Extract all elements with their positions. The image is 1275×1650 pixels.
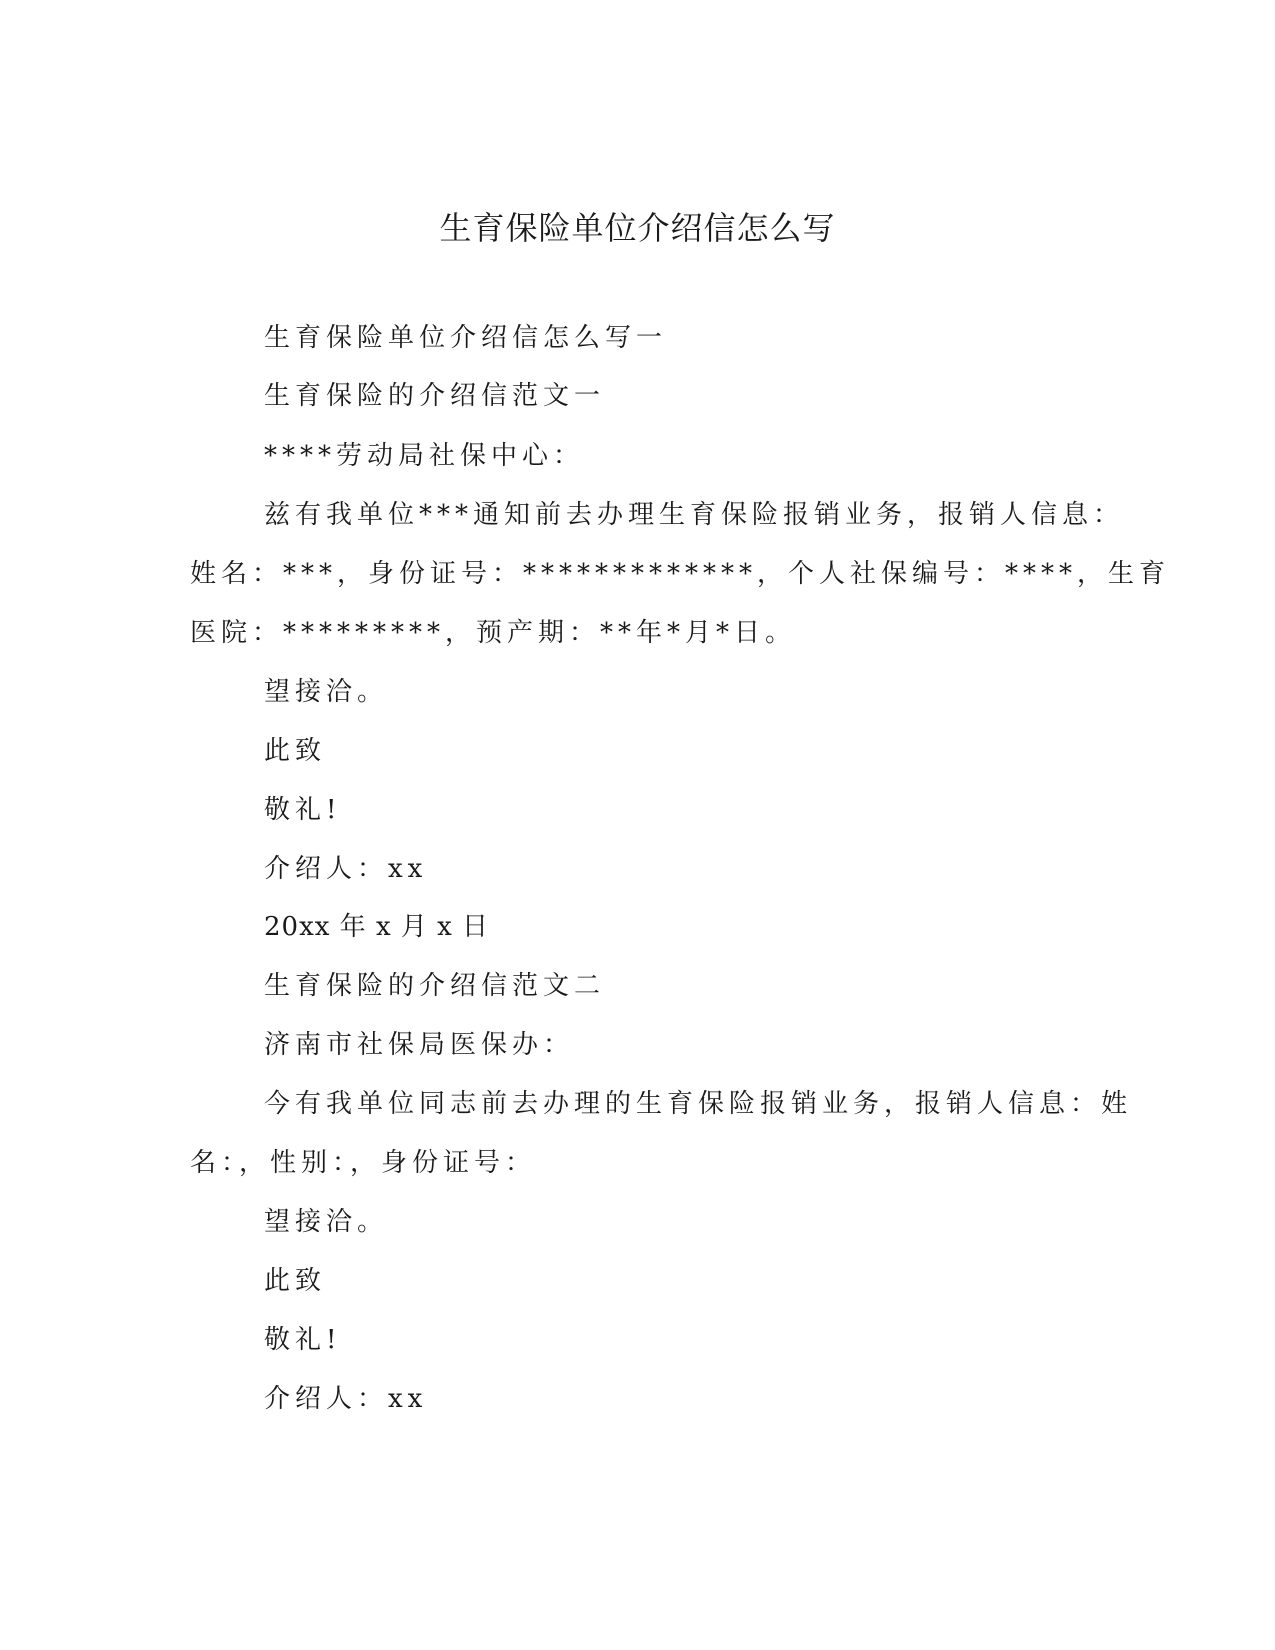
salutation-2: 此致: [264, 1266, 327, 1296]
body-line-2a: 今有我单位同志前去办理的生育保险报销业务，报销人信息：姓: [264, 1089, 1133, 1119]
body-line-1b: 姓名：***，身份证号：*************，个人社保编号：****，生育: [190, 559, 1171, 589]
regards-1: 敬礼!: [264, 795, 342, 825]
regards-2: 敬礼!: [264, 1325, 342, 1355]
body-line-2b: 名：，性别：，身份证号：: [190, 1148, 537, 1178]
recipient-1: ****劳动局社保中心：: [264, 441, 585, 471]
salutation-1: 此致: [264, 736, 327, 766]
introducer-1: 介绍人：xx: [264, 854, 428, 884]
section-heading-1: 生育保险单位介绍信怎么写一: [264, 323, 668, 353]
closing-request-2: 望接洽。: [264, 1207, 389, 1237]
body-line-1a: 兹有我单位***通知前去办理生育保险报销业务，报销人信息：: [264, 500, 1125, 530]
document-title: 生育保险单位介绍信怎么写: [439, 209, 836, 247]
introducer-2: 介绍人：xx: [264, 1384, 428, 1414]
closing-request-1: 望接洽。: [264, 677, 389, 707]
body-line-1c: 医院：*********，预产期：**年*月*日。: [190, 618, 797, 648]
sample-heading-2: 生育保险的介绍信范文二: [264, 971, 606, 1001]
sample-heading-1: 生育保险的介绍信范文一: [264, 381, 606, 411]
date-1: 20xx 年 x 月 x 日: [264, 912, 490, 942]
recipient-2: 济南市社保局医保办：: [264, 1030, 575, 1060]
